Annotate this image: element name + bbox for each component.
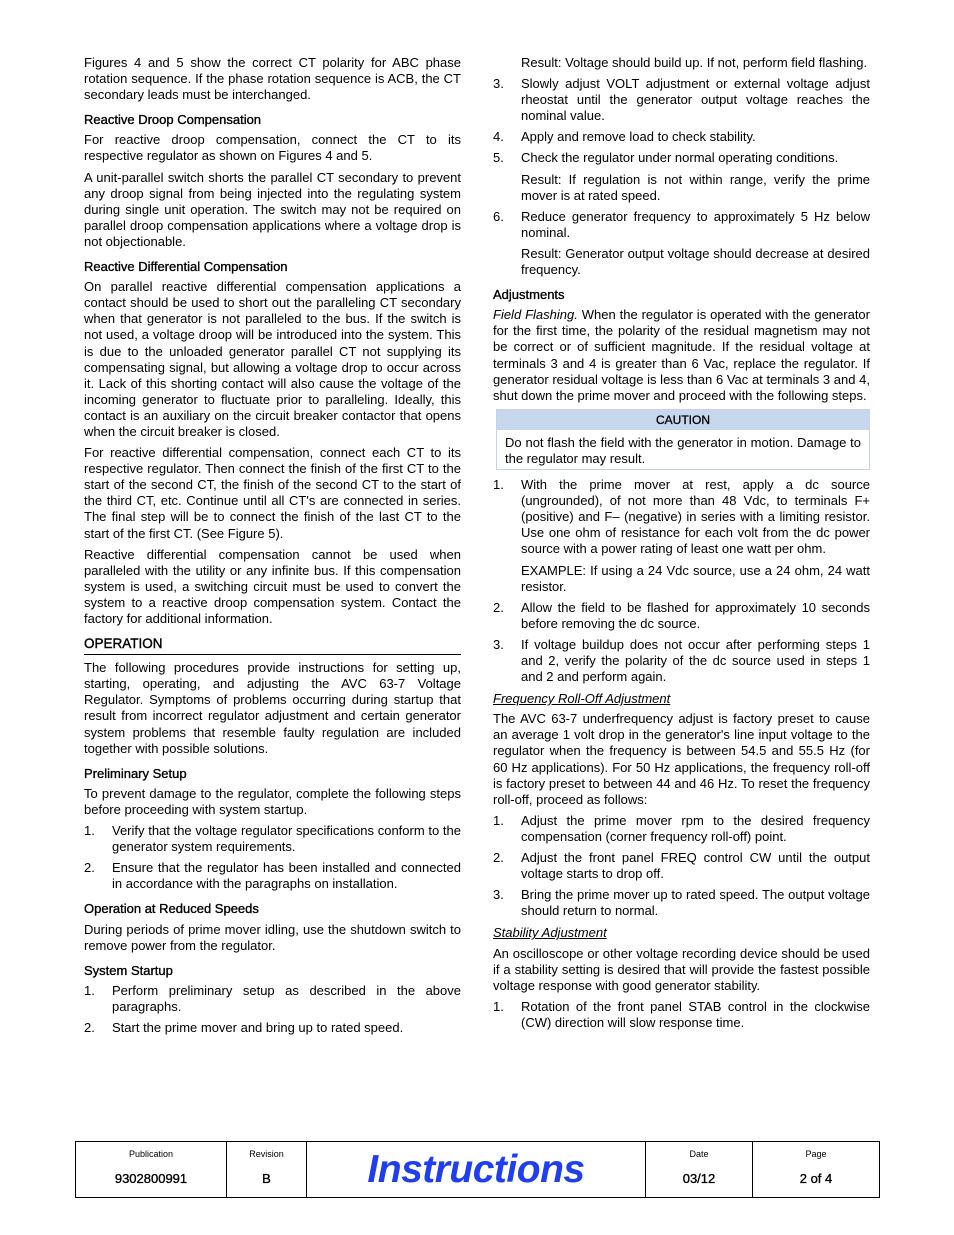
instructions-logo: Instructions (367, 1148, 585, 1191)
brand-cell (307, 1142, 646, 1197)
list-text: Check the regulator under normal operating conditions. (521, 150, 839, 166)
list-item (493, 76, 870, 124)
publication-value: 9302800991 (114, 1171, 188, 1186)
list-item (493, 637, 870, 685)
field-flashing-paragraph (493, 307, 870, 404)
list-number: 6. (493, 208, 504, 224)
list-number: 4. (493, 129, 504, 145)
differential-paragraph-1: On parallel reactive differential compensation applications a contact should be used to short out the paralleling CT secondary when that generator is not paralleled to the bus. If the switch is not used, a voltage droop will be introduced into the system. This is due to the unloaded generator parallel CT not supplying its compensating signal, but allowing a voltage drop to occur across it. Lack of this shorting contact will also cause the voltage of the incoming generator to fluctuate prior to paralleling. Ideally, this contact is an auxiliary on the circuit breaker contactor that opens when the circuit breaker is closed. (84, 279, 461, 439)
list-number: 1. (84, 982, 95, 998)
left-column (84, 55, 461, 1041)
stability-paragraph: An oscilloscope or other voltage recording device should be used if a stability setting is desired that will provide the fastest possible voltage response with good generator stability. (493, 945, 870, 993)
list-text: Rotation of the front panel STAB control in the clockwise (CW) direction will slow response time. (521, 998, 870, 1030)
list-item (493, 129, 870, 145)
field-flashing-lead: Field Flashing. (493, 307, 578, 323)
list-number: 2. (493, 850, 504, 866)
date-value: 03/12 (682, 1171, 716, 1186)
operation-paragraph: The following procedures provide instructions for setting up, starting, operating, and adjusting the AVC 63-7 Voltage Regulator. Symptoms of problems occurring during startup that result from incorrect regulator adjustment and certain generator system problems that resemble faulty regulation are included together with possible solutions. (84, 660, 461, 756)
list-item (493, 999, 870, 1031)
caution-title: CAUTION (497, 410, 869, 430)
result-text: Result: Generator output voltage should decrease at desired frequency. (521, 245, 870, 278)
footer-table (75, 1141, 880, 1198)
list-number: 1. (493, 477, 504, 493)
list-text: Apply and remove load to check stability. (521, 129, 756, 145)
differential-paragraph-3: Reactive differential compensation cannot be used when paralleled with the utility or any infinite bus. If this compensation system is used, a switching circuit must be used to convert the system to a reactive droop compensation system. Contact the factory for additional information. (84, 546, 461, 626)
list-item (493, 887, 870, 919)
frequency-rolloff-paragraph: The AVC 63-7 underfrequency adjust is factory preset to cause an average 1 volt drop in the generator's line input voltage to the regulator when the frequency is between 54.5 and 55.5 Hz (for 60 Hz applications). For 50 Hz applications, the frequency roll-off is factory preset to between 44 and 46 Hz. To reset the frequency roll-off, proceed as follows: (493, 711, 870, 807)
list-text: Bring the prime mover up to rated speed. The output voltage should return to normal. (521, 887, 870, 919)
date-label: Date (689, 1149, 709, 1159)
system-startup-heading: System Startup (84, 962, 173, 978)
list-number: 5. (493, 150, 504, 166)
list-text: Adjust the front panel FREQ control CW until the output voltage starts to drop off. (521, 850, 870, 882)
list-text: Allow the field to be flashed for approximately 10 seconds before removing the dc source. (521, 599, 870, 631)
list-number: 1. (493, 998, 504, 1014)
list-item (84, 823, 461, 855)
list-number: 2. (84, 860, 95, 876)
list-text: Reduce generator frequency to approximately 5 Hz below nominal. (521, 208, 870, 240)
result-text: Result: If regulation is not within range, verify the prime mover is at rated speed. (521, 171, 870, 203)
publication-cell (76, 1142, 227, 1197)
list-number: 3. (493, 76, 504, 92)
list-item (493, 209, 870, 241)
droop-paragraph-2: A unit-parallel switch shorts the parallel CT secondary to prevent any droop signal from being injected into the regulating system during single unit operation. The switch may not be required on parallel droop compensation applications where a voltage drop is not objectionable. (84, 169, 461, 249)
list-text: Start the prime mover and bring up to rated speed. (112, 1019, 404, 1035)
list-item (493, 150, 870, 166)
list-text: Ensure that the regulator has been installed and connected in accordance with the paragraphs on installation. (112, 860, 461, 892)
list-text: Slowly adjust VOLT adjustment or external voltage adjust rheostat until the generator output voltage reaches the nominal value. (521, 76, 870, 124)
publication-label: Publication (128, 1149, 174, 1159)
page-cell (753, 1142, 879, 1197)
frequency-rolloff-heading: Frequency Roll-Off Adjustment (493, 691, 671, 707)
list-number: 1. (493, 812, 504, 828)
list-item (493, 813, 870, 845)
list-number: 2. (493, 599, 504, 615)
reduced-speeds-heading: Operation at Reduced Speeds (84, 901, 259, 917)
field-flashing-text: When the regulator is operated with the generator for the first time, the polarity of the residual magnetism may not be correct or of sufficient magnitude. If the residual voltage at terminals 3 and 4 is greater than 6 Vac, replace the regulator. If generator residual voltage is less than 6 Vac at terminals 3 and 4, shut down the prime mover and proceed with the following steps. (493, 307, 870, 403)
preliminary-setup-paragraph: To prevent damage to the regulator, complete the following steps before proceeding with system startup. (84, 785, 461, 817)
caution-box (496, 409, 870, 470)
list-item (84, 1020, 461, 1036)
list-text: Verify that the voltage regulator specifications conform to the generator system requirements. (112, 823, 461, 855)
result-text: Result: Voltage should build up. If not, perform field flashing. (521, 55, 868, 70)
revision-value: B (262, 1171, 271, 1186)
page-value: 2 of 4 (799, 1171, 833, 1186)
revision-label: Revision (249, 1149, 284, 1159)
droop-paragraph-1: For reactive droop compensation, connect the CT to its respective regulator as shown on Figures 4 and 5. (84, 132, 461, 164)
right-column (493, 55, 870, 1036)
list-item (493, 850, 870, 882)
list-text: Perform preliminary setup as described in the above paragraphs. (112, 982, 461, 1014)
list-item (493, 600, 870, 632)
droop-heading: Reactive Droop Compensation (84, 112, 262, 128)
list-item (493, 477, 870, 557)
caution-text: Do not flash the field with the generator in motion. Damage to the regulator may result. (505, 434, 861, 466)
date-cell (646, 1142, 753, 1197)
operation-heading: OPERATION (84, 636, 461, 655)
list-number: 3. (493, 887, 504, 903)
preliminary-setup-heading: Preliminary Setup (84, 765, 187, 781)
adjustments-heading: Adjustments (493, 287, 565, 303)
list-text: If voltage buildup does not occur after performing steps 1 and 2, verify the polarity of the dc source used in steps 1 and 2 and perform again. (521, 636, 870, 685)
intro-paragraph: Figures 4 and 5 show the correct CT polarity for ABC phase rotation sequence. If the phase rotation sequence is ACB, the CT secondary leads must be interchanged. (84, 55, 461, 103)
example-text: EXAMPLE: If using a 24 Vdc source, use a 24 ohm, 24 watt resistor. (521, 562, 870, 594)
list-text: Adjust the prime mover rpm to the desired frequency compensation (corner frequency roll-off) point. (521, 812, 870, 844)
reduced-speeds-paragraph: During periods of prime mover idling, use the shutdown switch to remove power from the regulator. (84, 921, 461, 953)
list-number: 1. (84, 823, 95, 839)
page-label: Page (805, 1149, 827, 1159)
revision-cell (227, 1142, 307, 1197)
differential-paragraph-2: For reactive differential compensation, connect each CT to its respective regulator. Then connect the finish of the first CT to the start of the second CT, the finish of the second CT to the start of the third CT, etc. Continue until all CT's are connected in series. The final step will be to connect the finish of the last CT to the start of the first CT. (See Figure 5). (84, 445, 461, 541)
list-item (84, 983, 461, 1015)
list-number: 3. (493, 636, 504, 652)
list-text: With the prime mover at rest, apply a dc source (ungrounded), of not more than 48 Vdc, to terminals F+ (positive) and F– (negative) in series with a limiting resistor. Use one ohm of resistance for each volt from the dc power source with a power rating of least one watt per ohm. (521, 477, 870, 557)
list-item (84, 860, 461, 892)
differential-heading: Reactive Differential Compensation (84, 259, 288, 275)
stability-heading: Stability Adjustment (493, 925, 607, 941)
list-number: 2. (84, 1019, 95, 1035)
